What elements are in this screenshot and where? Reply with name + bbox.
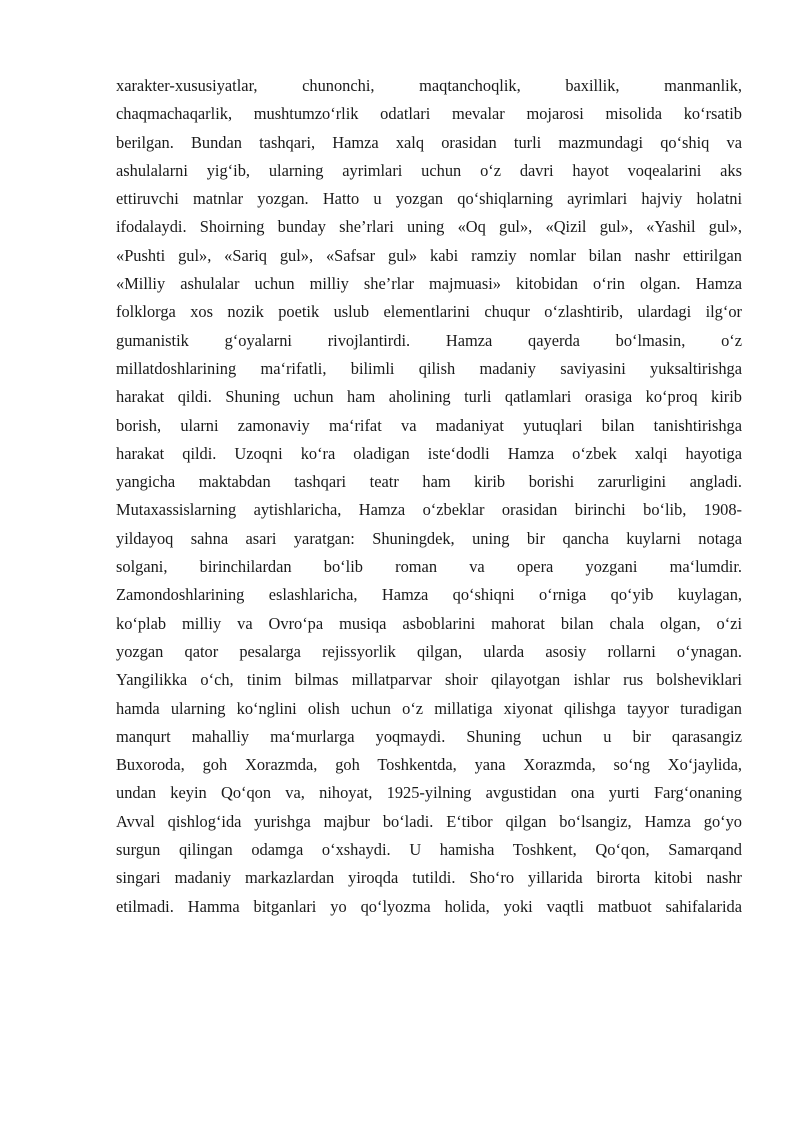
text-line: Avval qishlog‘ida yurishga majbur bo‘ladi. E‘tibor qilgan bo‘lsangiz, Hamza go‘yo (116, 811, 742, 831)
text-line: etilmadi. Hamma bitganlari yo qo‘lyozma holida, yoki vaqtli matbuot sahifalarida (116, 896, 742, 916)
text-line: harakat qildi. Shuning uchun ham aholining turli qatlamlari orasiga ko‘proq kirib (116, 387, 742, 407)
text-line: Yangilikka o‘ch, tinim bilmas millatparvar shoir qilayotgan ishlar rus bolsheviklari (116, 670, 742, 690)
text-line: hamda ularning ko‘nglini olish uchun o‘z millatiga xiyonat qilishga tayyor turadigan (116, 698, 742, 718)
text-line: ifodalaydi. Shoirning bunday she’rlari uning «Oq gul», «Qizil gul», «Yashil gul», (116, 217, 742, 237)
text-line: undan keyin Qo‘qon va, nihoyat, 1925-yilning avgustidan ona yurti Farg‘onaning (116, 783, 742, 803)
text-line: folklorga xos nozik poetik uslub elementlarini chuqur o‘zlashtirib, ulardagi ilg‘or (116, 302, 742, 322)
text-line: «Pushti gul», «Sariq gul», «Safsar gul» kabi ramziy nomlar bilan nashr ettirilgan (116, 245, 742, 265)
text-line: yildayoq sahna asari yaratgan: Shuningdek, uning bir qancha kuylarni notaga (116, 528, 742, 548)
text-line: ko‘plab milliy va Ovro‘pa musiqa asboblarini mahorat bilan chala olgan, o‘zi (116, 613, 742, 633)
text-line: yangicha maktabdan tashqari teatr ham kirib borishi zarurligini angladi. (116, 472, 742, 492)
text-line: solgani, birinchilardan bo‘lib roman va opera yozgani ma‘lumdir. (116, 557, 742, 577)
text-line: berilgan. Bundan tashqari, Hamza xalq orasidan turli mazmundagi qo‘shiq va (116, 132, 742, 152)
text-line: borish, ularni zamonaviy ma‘rifat va madaniyat yutuqlari bilan tanishtirishga (116, 415, 742, 435)
text-line: yozgan qator pesalarga rejissyorlik qilgan, ularda asosiy rollarni o‘ynagan. (116, 641, 742, 661)
text-line: harakat qildi. Uzoqni ko‘ra oladigan iste‘dodli Hamza o‘zbek xalqi hayotiga (116, 443, 742, 463)
text-line: singari madaniy markazlardan yiroqda tutildi. Sho‘ro yillarida birorta kitobi nashr (116, 868, 742, 888)
text-line: millatdoshlarining ma‘rifatli, bilimli qilish madaniy saviyasini yuksaltirishga (116, 358, 742, 378)
text-line: ettiruvchi matnlar yozgan. Hatto u yozgan qo‘shiqlarning ayrimlari hajviy holatni (116, 189, 742, 209)
text-line: chaqmachaqarlik, mushtumzo‘rlik odatlari mevalar mojarosi misolida ko‘rsatib (116, 104, 742, 124)
text-line: xarakter-xususiyatlar, chunonchi, maqtanchoqlik, baxillik, manmanlik, (116, 76, 742, 95)
text-line: manqurt mahalliy ma‘murlarga yoqmaydi. Shuning uchun u bir qarasangiz (116, 726, 742, 746)
text-line: gumanistik g‘oyalarni rivojlantirdi. Hamza qayerda bo‘lmasin, o‘z (116, 330, 742, 350)
text-line: Mutaxassislarning aytishlaricha, Hamza o‘zbeklar orasidan birinchi bo‘lib, 1908- (116, 500, 742, 520)
text-line: Buxoroda, goh Xorazmda, goh Toshkentda, yana Xorazmda, so‘ng Xo‘jaylida, (116, 755, 742, 775)
text-line: ashulalarni yig‘ib, ularning ayrimlari uchun o‘z davri hayot voqealarini aks (116, 160, 742, 180)
text-line: Zamondoshlarining eslashlaricha, Hamza qo‘shiqni o‘rniga qo‘yib kuylagan, (116, 585, 742, 605)
document-body (116, 72, 742, 921)
text-line: «Milliy ashulalar uchun milliy she’rlar majmuasi» kitobidan o‘rin olgan. Hamza (116, 274, 742, 294)
text-line: surgun qilingan odamga o‘xshaydi. U hamisha Toshkent, Qo‘qon, Samarqand (116, 840, 742, 860)
